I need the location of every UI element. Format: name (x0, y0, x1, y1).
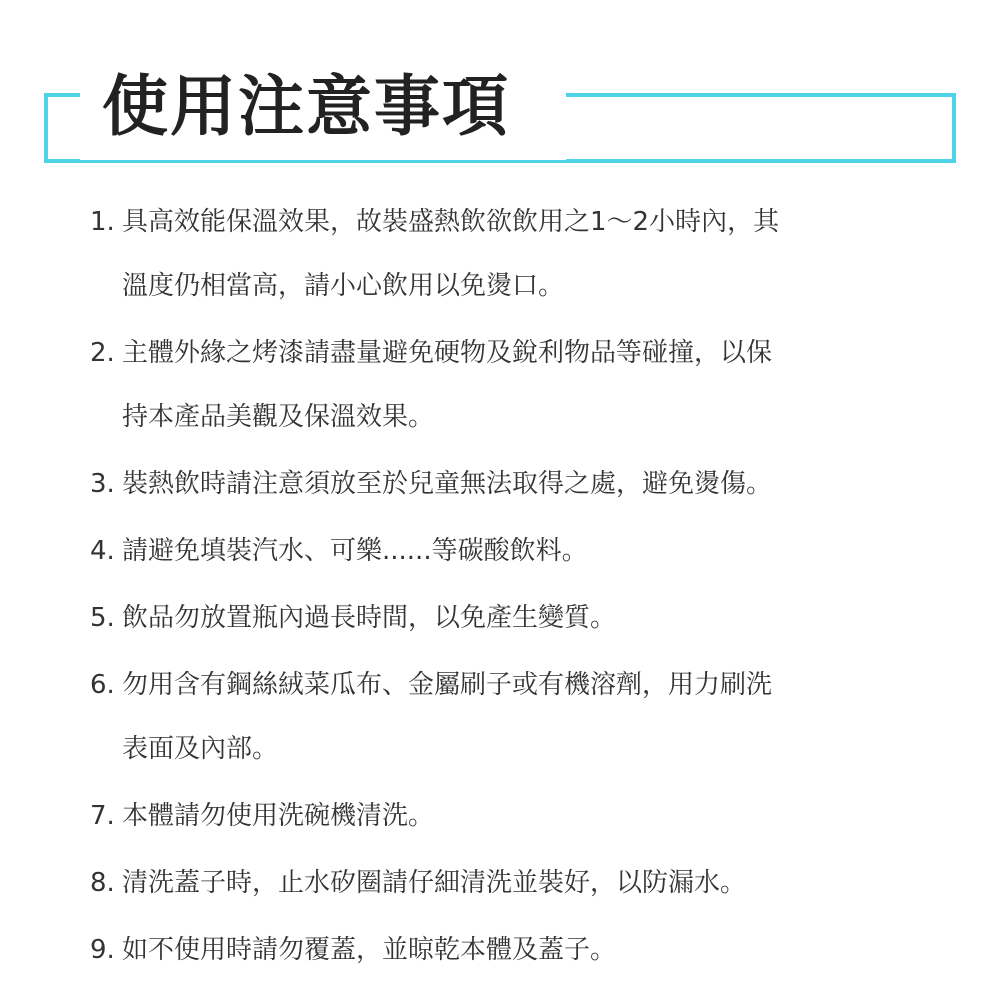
note-item-4 (90, 519, 890, 583)
usage-notes-list (90, 190, 890, 985)
page-title: 使用注意事項 (102, 68, 510, 145)
note-text: 如不使用時請勿覆蓋，並晾乾本體及蓋子。 (122, 935, 617, 965)
note-number: 6. (90, 670, 115, 700)
note-text: 本體請勿使用洗碗機清洗。 (122, 801, 435, 831)
note-text: 主體外緣之烤漆請盡量避免硬物及銳利物品等碰撞，以保 持本產品美觀及保溫效果。 (122, 338, 773, 432)
note-number: 8. (90, 868, 115, 898)
note-item-6 (90, 653, 890, 781)
note-number: 5. (90, 603, 115, 633)
note-number: 7. (90, 801, 115, 831)
note-number: 1. (90, 207, 115, 237)
note-text: 勿用含有鋼絲絨菜瓜布、金屬刷子或有機溶劑，用力刷洗 表面及內部。 (122, 670, 773, 764)
note-number: 3. (90, 469, 115, 499)
note-item-2 (90, 321, 890, 449)
note-text: 清洗蓋子時，止水矽圈請仔細清洗並裝好，以防漏水。 (122, 868, 747, 898)
note-text: 飲品勿放置瓶內過長時間，以免產生變質。 (122, 603, 617, 633)
note-text: 具高效能保溫效果，故裝盛熱飲欲飲用之1～2小時內，其 溫度仍相當高，請小心飲用以免燙口。 (122, 207, 780, 301)
note-item-1 (90, 190, 890, 318)
note-item-7 (90, 784, 890, 848)
note-item-9 (90, 918, 890, 982)
note-number: 9. (90, 935, 115, 965)
note-number: 2. (90, 338, 115, 368)
note-item-3 (90, 452, 890, 516)
note-number: 4. (90, 536, 115, 566)
note-text: 請避免填裝汽水、可樂......等碳酸飲料。 (122, 536, 588, 566)
note-item-8 (90, 851, 890, 915)
note-item-5 (90, 586, 890, 650)
note-text: 裝熱飲時請注意須放至於兒童無法取得之處，避免燙傷。 (122, 469, 773, 499)
